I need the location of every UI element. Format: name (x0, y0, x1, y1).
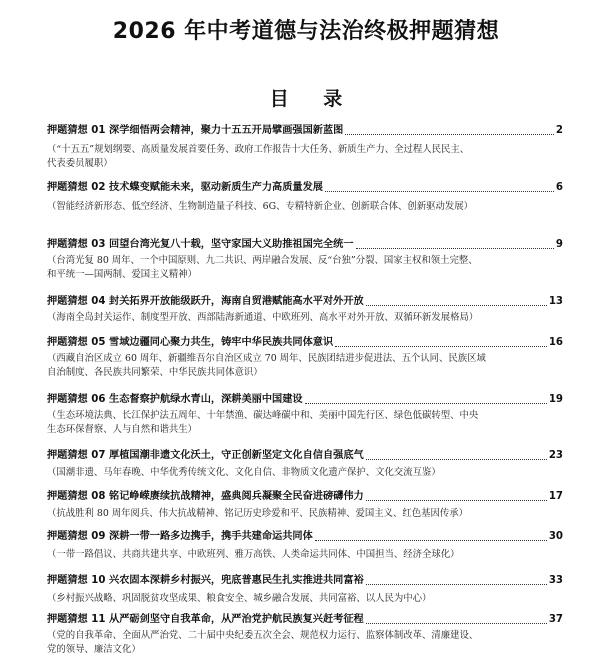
toc-entry-keywords: （“十五五”规划纲要、高质量发展首要任务、政府工作报告十大任务、新质生产力、全过程人民民主、 代表委员履职） (47, 144, 470, 169)
toc-entry-keywords: （一带一路倡议、共商共建共享、中欧班列、雅万高铁、人类命运共同体、中国担当、经济全球化） (47, 549, 460, 560)
toc-entry-title: 押题猜想 10 兴农固本深耕乡村振兴，兜底普惠民生扎实推进共同富裕 (47, 575, 364, 586)
dot-leader (345, 134, 554, 135)
toc-entry-11[interactable] (47, 613, 563, 657)
dot-leader (315, 540, 547, 541)
document-title: 2026 年中考道德与法治终极押题猜想 (112, 19, 500, 44)
toc-page-number: 33 (548, 575, 563, 586)
toc-entry-title: 押题猜想 11 从严砺剑坚守自我革命，从严治党护航民族复兴赶考征程 (47, 614, 364, 625)
dot-leader (325, 191, 554, 192)
dot-leader (366, 305, 547, 306)
toc-entry-keywords: （生态环境法典、长江保护法五周年、十年禁渔、碳达峰碳中和、美丽中国先行区、绿色低碳转型、中央 生态环保督察、人与自然和谐共生） (47, 410, 479, 435)
toc-page-number: 9 (555, 239, 563, 250)
toc-entry-keywords: （国潮非遗、马年春晚、中华优秀传统文化、文化自信、非物质文化遗产保护、文化交流互鉴） (47, 467, 441, 478)
toc-entry-keywords: （党的自我革命、全面从严治党、二十届中央纪委五次全会、规范权力运行、监察体制改革、清廉建设、 党的领导、廉洁文化） (47, 630, 479, 655)
dot-leader (305, 403, 547, 404)
toc-page-number: 19 (548, 394, 563, 405)
toc-entry-05[interactable] (47, 336, 563, 380)
toc-entry-title: 押题猜想 08 铭记峥嵘赓续抗战精神，盛典阅兵凝聚全民奋进磅礴伟力 (47, 491, 364, 502)
toc-entry-keywords: （海南全岛封关运作、制度型开放、西部陆海新通道、中欧班列、高水平对外开放、双循环新发展格局） (47, 312, 479, 323)
toc-page-number: 16 (548, 337, 563, 348)
toc-page-number: 30 (548, 531, 563, 542)
toc-entry-title: 押题猜想 05 雪域边疆同心聚力共生，铸牢中华民族共同体意识 (47, 337, 334, 348)
toc-page-number: 13 (548, 296, 563, 307)
toc-entry-01[interactable] (47, 124, 563, 171)
toc-entry-07[interactable] (47, 449, 563, 480)
toc-entry-title: 押题猜想 02 技术蝶变赋能未来，驱动新质生产力高质量发展 (47, 182, 323, 193)
dot-leader (366, 500, 547, 501)
toc-entry-06[interactable] (47, 393, 563, 437)
toc-entry-title: 押题猜想 07 厚植国潮非遗文化沃土，守正创新坚定文化自信自强底气 (47, 450, 364, 461)
toc-entry-keywords: （台湾光复 80 周年、一个中国原则、九二共识、两岸融合发展、反“台独”分裂、国家主权和领土完整、 和平统一—国两制、爱国主义精神） (47, 255, 478, 280)
dot-leader (366, 584, 547, 585)
toc-page-number: 17 (548, 491, 563, 502)
toc-entry-title: 押题猜想 06 生态督察护航绿水青山，深耕美丽中国建设 (47, 394, 303, 405)
toc-entry-title: 押题猜想 04 封关拓界开放能级跃升，海南自贸港赋能高水平对外开放 (47, 296, 364, 307)
toc-entry-09[interactable] (47, 530, 563, 562)
toc-entry-keywords: （乡村振兴战略、巩固脱贫攻坚成果、粮食安全、城乡融合发展、共同富裕、以人民为中心） (47, 593, 432, 604)
toc-entry-03[interactable] (47, 238, 563, 282)
toc-entry-title: 押题猜想 09 深耕一带一路多边携手，携手共建命运共同体 (47, 531, 313, 542)
toc-entry-title: 押题猜想 01 深学细悟两会精神，聚力十五五开局擘画强国新蓝图 (47, 125, 344, 136)
toc-page-number: 2 (555, 125, 563, 136)
toc-entry-02[interactable] (47, 181, 563, 214)
dot-leader (366, 459, 547, 460)
dot-leader (366, 623, 547, 624)
dot-leader (335, 346, 547, 347)
toc-entry-title: 押题猜想 03 回望台湾光复八十载，坚守家国大义助推祖国完全统一 (47, 239, 354, 250)
toc-page-number: 6 (555, 182, 563, 193)
toc-heading: 目 录 (269, 88, 357, 110)
toc-page-number: 37 (548, 614, 563, 625)
toc-entry-keywords: （抗战胜利 80 周年阅兵、伟大抗战精神、铭记历史珍爱和平、民族精神、爱国主义、红色基因传承） (47, 508, 469, 519)
toc-entry-10[interactable] (47, 574, 563, 606)
dot-leader (356, 248, 554, 249)
toc-entry-keywords: （智能经济新形态、低空经济、生物制造量子科技、6G、专精特新企业、创新联合体、创新驱动发展） (47, 201, 473, 212)
toc-page-number: 23 (548, 450, 563, 461)
toc-entry-08[interactable] (47, 490, 563, 521)
toc-entry-04[interactable] (47, 295, 563, 325)
toc-entry-keywords: （西藏自治区成立 60 周年、新疆维吾尔自治区成立 70 周年、民族团结进步促进法、五个认同、民族区域 自治制度、各民族共同繁荣、中华民族共同体意识） (47, 353, 486, 378)
